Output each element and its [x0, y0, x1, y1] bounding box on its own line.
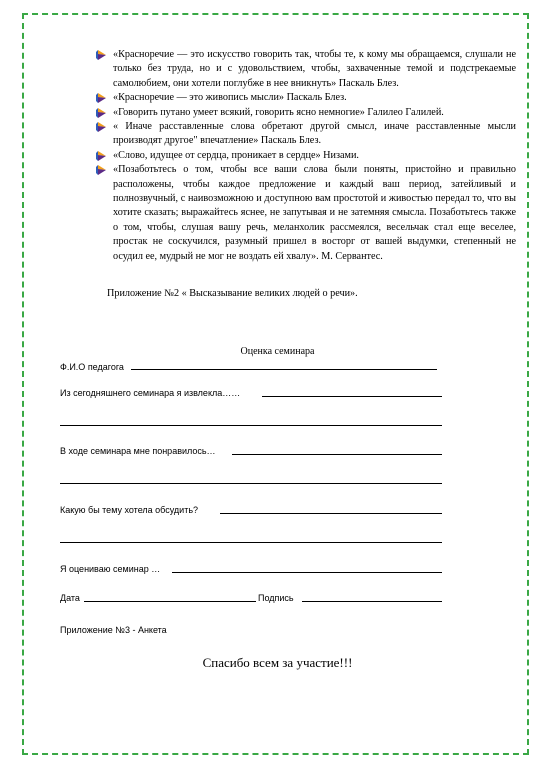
bullet-icon: [96, 151, 107, 162]
appendix-3-caption: Приложение №3 - Анкета: [60, 625, 167, 635]
list-item: [96, 106, 516, 120]
question-liked: В ходе семинара мне понравилось…: [60, 446, 216, 456]
question-learned: Из сегодняшнего семинара я извлекла……: [60, 388, 241, 398]
quote-text: «Красноречие — это искусство говорить так, чтобы те, к кому мы обращаемся, слушали не только без труда, но и с удовольствием, чтобы, захваченные темой и подстрекаемые самолюбием, они хотели поглубже в нее вникнуть» Паскаль Блез.: [113, 49, 516, 89]
date-line: [84, 601, 256, 602]
quote-text: «Говорить путано умеет всякий, говорить ясно немногие» Галилео Галилей.: [113, 106, 444, 118]
appendix-2-caption: Приложение №2 « Высказывание великих людей о речи».: [107, 288, 358, 299]
quote-text: «Позаботьтесь о том, чтобы все ваши слова были поняты, пристойно и правильно расположены, чтобы каждое предложение и каждый ваш период, затейливый и полнозвучный, с наивозможною и доступною вам простотой и живостью передал то, что вы хотите сказать; выражайтесь яснее, не запутывая и не затемняя смысла. Позаботьтесь также о том, чтобы, слушая вашу речь, меланхолик рассмеялся, весельчак стал еще веселее, простак не соскучился, разумный пришел в восторг от вашей выдумки, степенный не осудил ее, мудрый не мог не воздать ей хвалу». М. Сервантес.: [113, 164, 516, 262]
bullet-icon: [96, 93, 107, 104]
list-item: [96, 120, 516, 149]
answer-line: [60, 542, 442, 543]
quote-text: «Слово, идущее от сердца, проникает в сердце» Низами.: [113, 149, 359, 161]
question-rating: Я оцениваю семинар …: [60, 564, 161, 574]
teacher-name-label: Ф.И.О педагога: [60, 362, 124, 372]
bullet-icon: [96, 165, 107, 176]
bullet-icon: [96, 108, 107, 119]
answer-line: [262, 396, 442, 397]
bullet-icon: [96, 50, 107, 61]
quotes-list: [96, 48, 516, 264]
question-topic: Какую бы тему хотела обсудить?: [60, 505, 199, 515]
list-item: [96, 48, 516, 91]
list-item: [96, 163, 516, 264]
bullet-icon: [96, 122, 107, 133]
answer-line: [60, 425, 442, 426]
answer-line: [220, 513, 442, 514]
date-label: Дата: [60, 593, 80, 603]
form-title: Оценка семинара: [240, 346, 315, 357]
quote-text: «Красноречие — это живопись мысли» Паскаль Блез.: [113, 92, 347, 104]
signature-line: [302, 601, 442, 602]
list-item: [96, 149, 516, 163]
answer-line: [60, 483, 442, 484]
quote-text: « Иначе расставленные слова обретают другой смысл, иначе расставленные мысли производят другое" впечатление» Паскаль Блез.: [113, 121, 516, 147]
answer-line: [232, 454, 442, 455]
thanks-message: Спасибо всем за участие!!!: [202, 655, 353, 670]
answer-line: [172, 572, 442, 573]
signature-label: Подпись: [258, 593, 294, 603]
teacher-name-line: [131, 369, 437, 370]
list-item: [96, 91, 516, 105]
